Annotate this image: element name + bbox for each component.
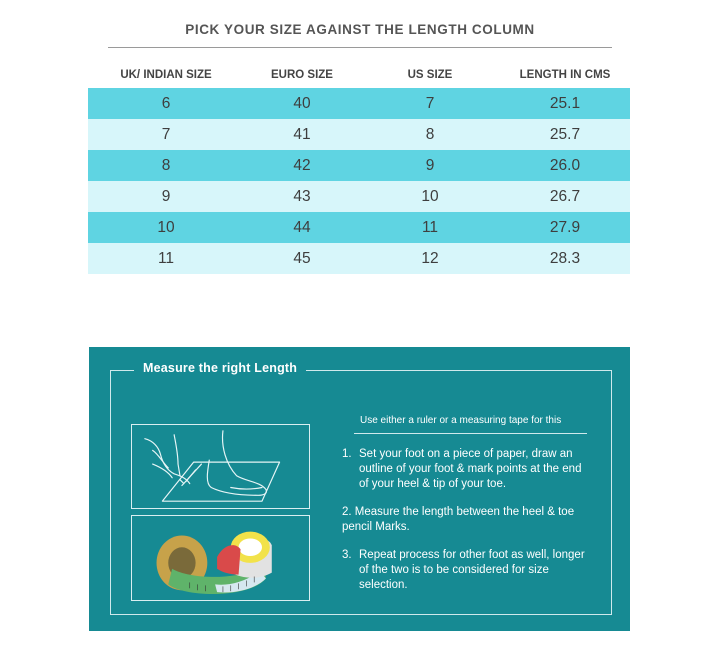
step-text: Measure the length between the heel & toe pencil Marks. xyxy=(342,506,607,533)
foot-outline-illustration xyxy=(131,424,310,509)
table-row xyxy=(88,119,630,150)
table-cell: 9 xyxy=(425,156,435,174)
step-number: 3. xyxy=(342,549,352,561)
step-number: 1. xyxy=(342,448,352,460)
table-cell: 7 xyxy=(425,94,435,112)
list-item xyxy=(342,447,592,492)
measuring-tape-icon xyxy=(132,516,309,600)
table-cell: 10 xyxy=(421,187,439,205)
table-cell: 6 xyxy=(161,94,171,112)
page-heading: PICK YOUR SIZE AGAINST THE LENGTH COLUMN xyxy=(185,22,535,37)
step-number: 2. xyxy=(342,506,352,518)
measuring-tape-illustration xyxy=(131,515,310,601)
heading-divider xyxy=(108,47,612,48)
table-cell: 26.7 xyxy=(549,187,581,205)
table-cell: 8 xyxy=(425,125,435,143)
step-text: Repeat process for other foot as well, longer of the two is to be considered for size selection. xyxy=(359,549,585,591)
list-item xyxy=(342,548,592,593)
header-us-size: US SIZE xyxy=(407,69,453,81)
table-row xyxy=(88,243,630,274)
list-item xyxy=(342,505,607,535)
table-cell: 9 xyxy=(161,187,171,205)
table-cell: 8 xyxy=(161,156,171,174)
table-row xyxy=(88,88,630,119)
panel-title: Measure the right Length xyxy=(134,361,306,375)
table-row xyxy=(88,212,630,243)
table-row xyxy=(88,150,630,181)
table-cell: 43 xyxy=(293,187,311,205)
table-cell: 42 xyxy=(293,156,311,174)
header-uk-indian-size: UK/ INDIAN SIZE xyxy=(120,69,212,81)
table-cell: 27.9 xyxy=(549,218,581,236)
table-cell: 11 xyxy=(157,249,175,267)
table-cell: 7 xyxy=(161,125,171,143)
table-cell: 25.1 xyxy=(549,94,581,112)
header-euro-size: EURO SIZE xyxy=(271,69,333,81)
table-cell: 10 xyxy=(157,218,175,236)
size-chart-table xyxy=(88,62,630,274)
foot-drawing-icon xyxy=(132,425,309,508)
table-header-row xyxy=(88,62,630,88)
table-cell: 12 xyxy=(421,249,439,267)
table-cell: 40 xyxy=(293,94,311,112)
table-cell: 41 xyxy=(293,125,311,143)
measure-instructions-panel xyxy=(89,347,630,631)
table-cell: 44 xyxy=(293,218,311,236)
table-cell: 26.0 xyxy=(549,156,581,174)
step-text: Set your foot on a piece of paper, draw an outline of your foot & mark points at the end of your heel & tip of your toe. xyxy=(359,448,582,490)
intro-divider xyxy=(354,433,587,434)
measure-intro-text: Use either a ruler or a measuring tape for this xyxy=(360,415,562,426)
table-row xyxy=(88,181,630,212)
measure-steps-list xyxy=(342,447,607,606)
header-length-in-cms: LENGTH IN CMS xyxy=(519,69,611,81)
table-cell: 11 xyxy=(421,218,439,236)
table-cell: 45 xyxy=(293,249,311,267)
table-cell: 28.3 xyxy=(549,249,581,267)
table-cell: 25.7 xyxy=(549,125,581,143)
